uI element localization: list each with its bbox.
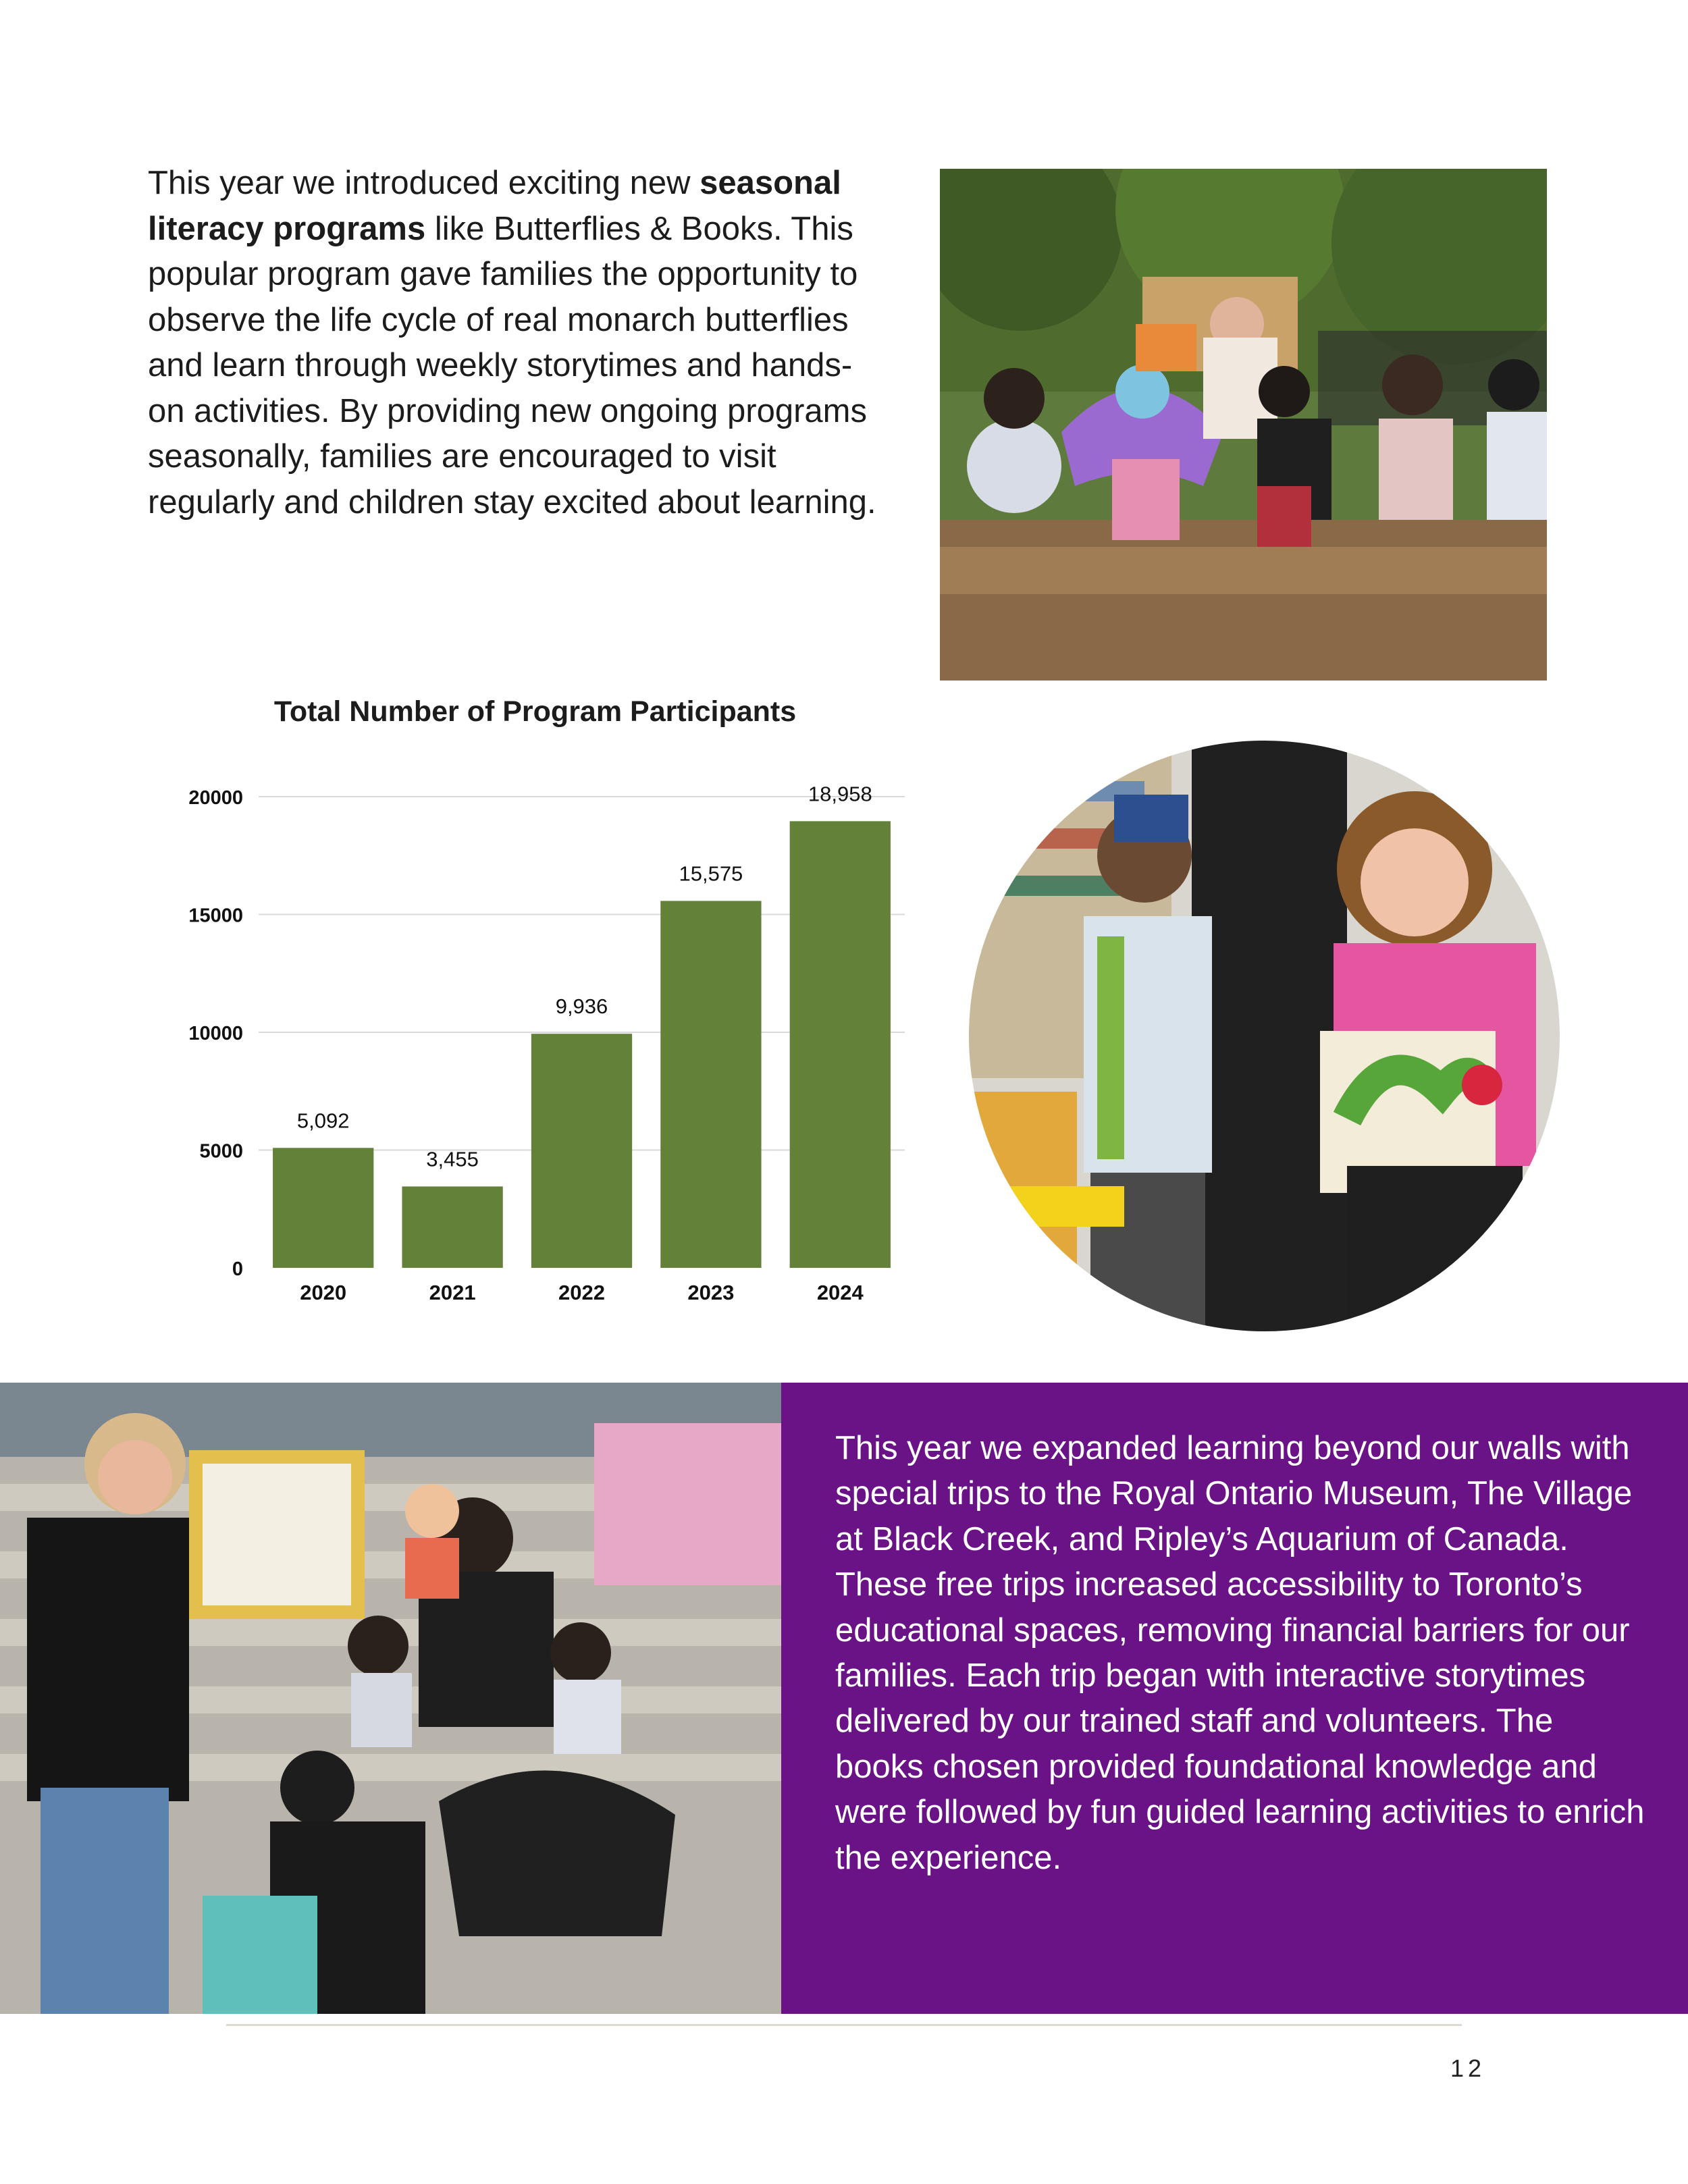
intro-highlight: seasonal literacy programs [148,165,841,247]
intro-text-start: This year we introduced exciting new [148,165,700,201]
data-label: 3,455 [426,1147,479,1171]
bar-2020 [273,1148,373,1268]
caterpillar-book-photo [969,741,1560,1331]
page-number: 12 [1450,2054,1485,2082]
data-label: 5,092 [296,1109,350,1133]
butterflies-storytime-photo [940,169,1547,681]
bar-2022 [531,1034,632,1268]
y-tick-label: 10000 [188,1023,243,1044]
participants-bar-chart [135,749,912,1323]
y-tick-label: 15000 [188,905,243,927]
x-tick-label: 2020 [300,1281,347,1304]
x-tick-label: 2024 [816,1281,864,1304]
y-tick-label: 20000 [188,787,243,809]
field-trips-panel [781,1383,1688,2014]
bar-2024 [790,821,891,1268]
intro-paragraph [148,161,877,525]
bar-2023 [660,901,761,1268]
x-tick-label: 2023 [687,1281,735,1304]
field-trip-storytime-photo [0,1383,781,2014]
x-tick-label: 2021 [429,1281,476,1304]
field-trips-text: This year we expanded learning beyond our walls with special trips to the Royal Ontario Museum, The Village at Black Creek, and Ripley’s Aquarium of Canada. These free trips increased accessibility to Toronto’s educational spaces, removing financial barriers for our families. Each trip began with interactive storytimes delivered by our trained staff and volunteers. The books chosen provided foundational knowledge and were followed by fun guided learning activities to enrich the experience. [835,1430,1645,1876]
y-tick-label: 5000 [199,1140,243,1163]
data-label: 18,958 [808,782,872,806]
bar-2021 [402,1186,502,1268]
footer-divider [226,2024,1462,2026]
x-tick-label: 2022 [558,1281,605,1304]
data-label: 15,575 [679,861,743,886]
y-tick-label: 0 [232,1258,243,1280]
intro-text-rest: like Butterflies & Books. This popular program gave families the opportunity to observe the life cycle of real monarch butterflies and learn through weekly storytimes and hands-on activities. By providing new ongoing programs seasonally, families are encouraged to visit regularly and children stay excited about learning. [148,210,876,521]
data-label: 9,936 [555,994,608,1019]
chart-title: Total Number of Program Participants [273,695,797,728]
